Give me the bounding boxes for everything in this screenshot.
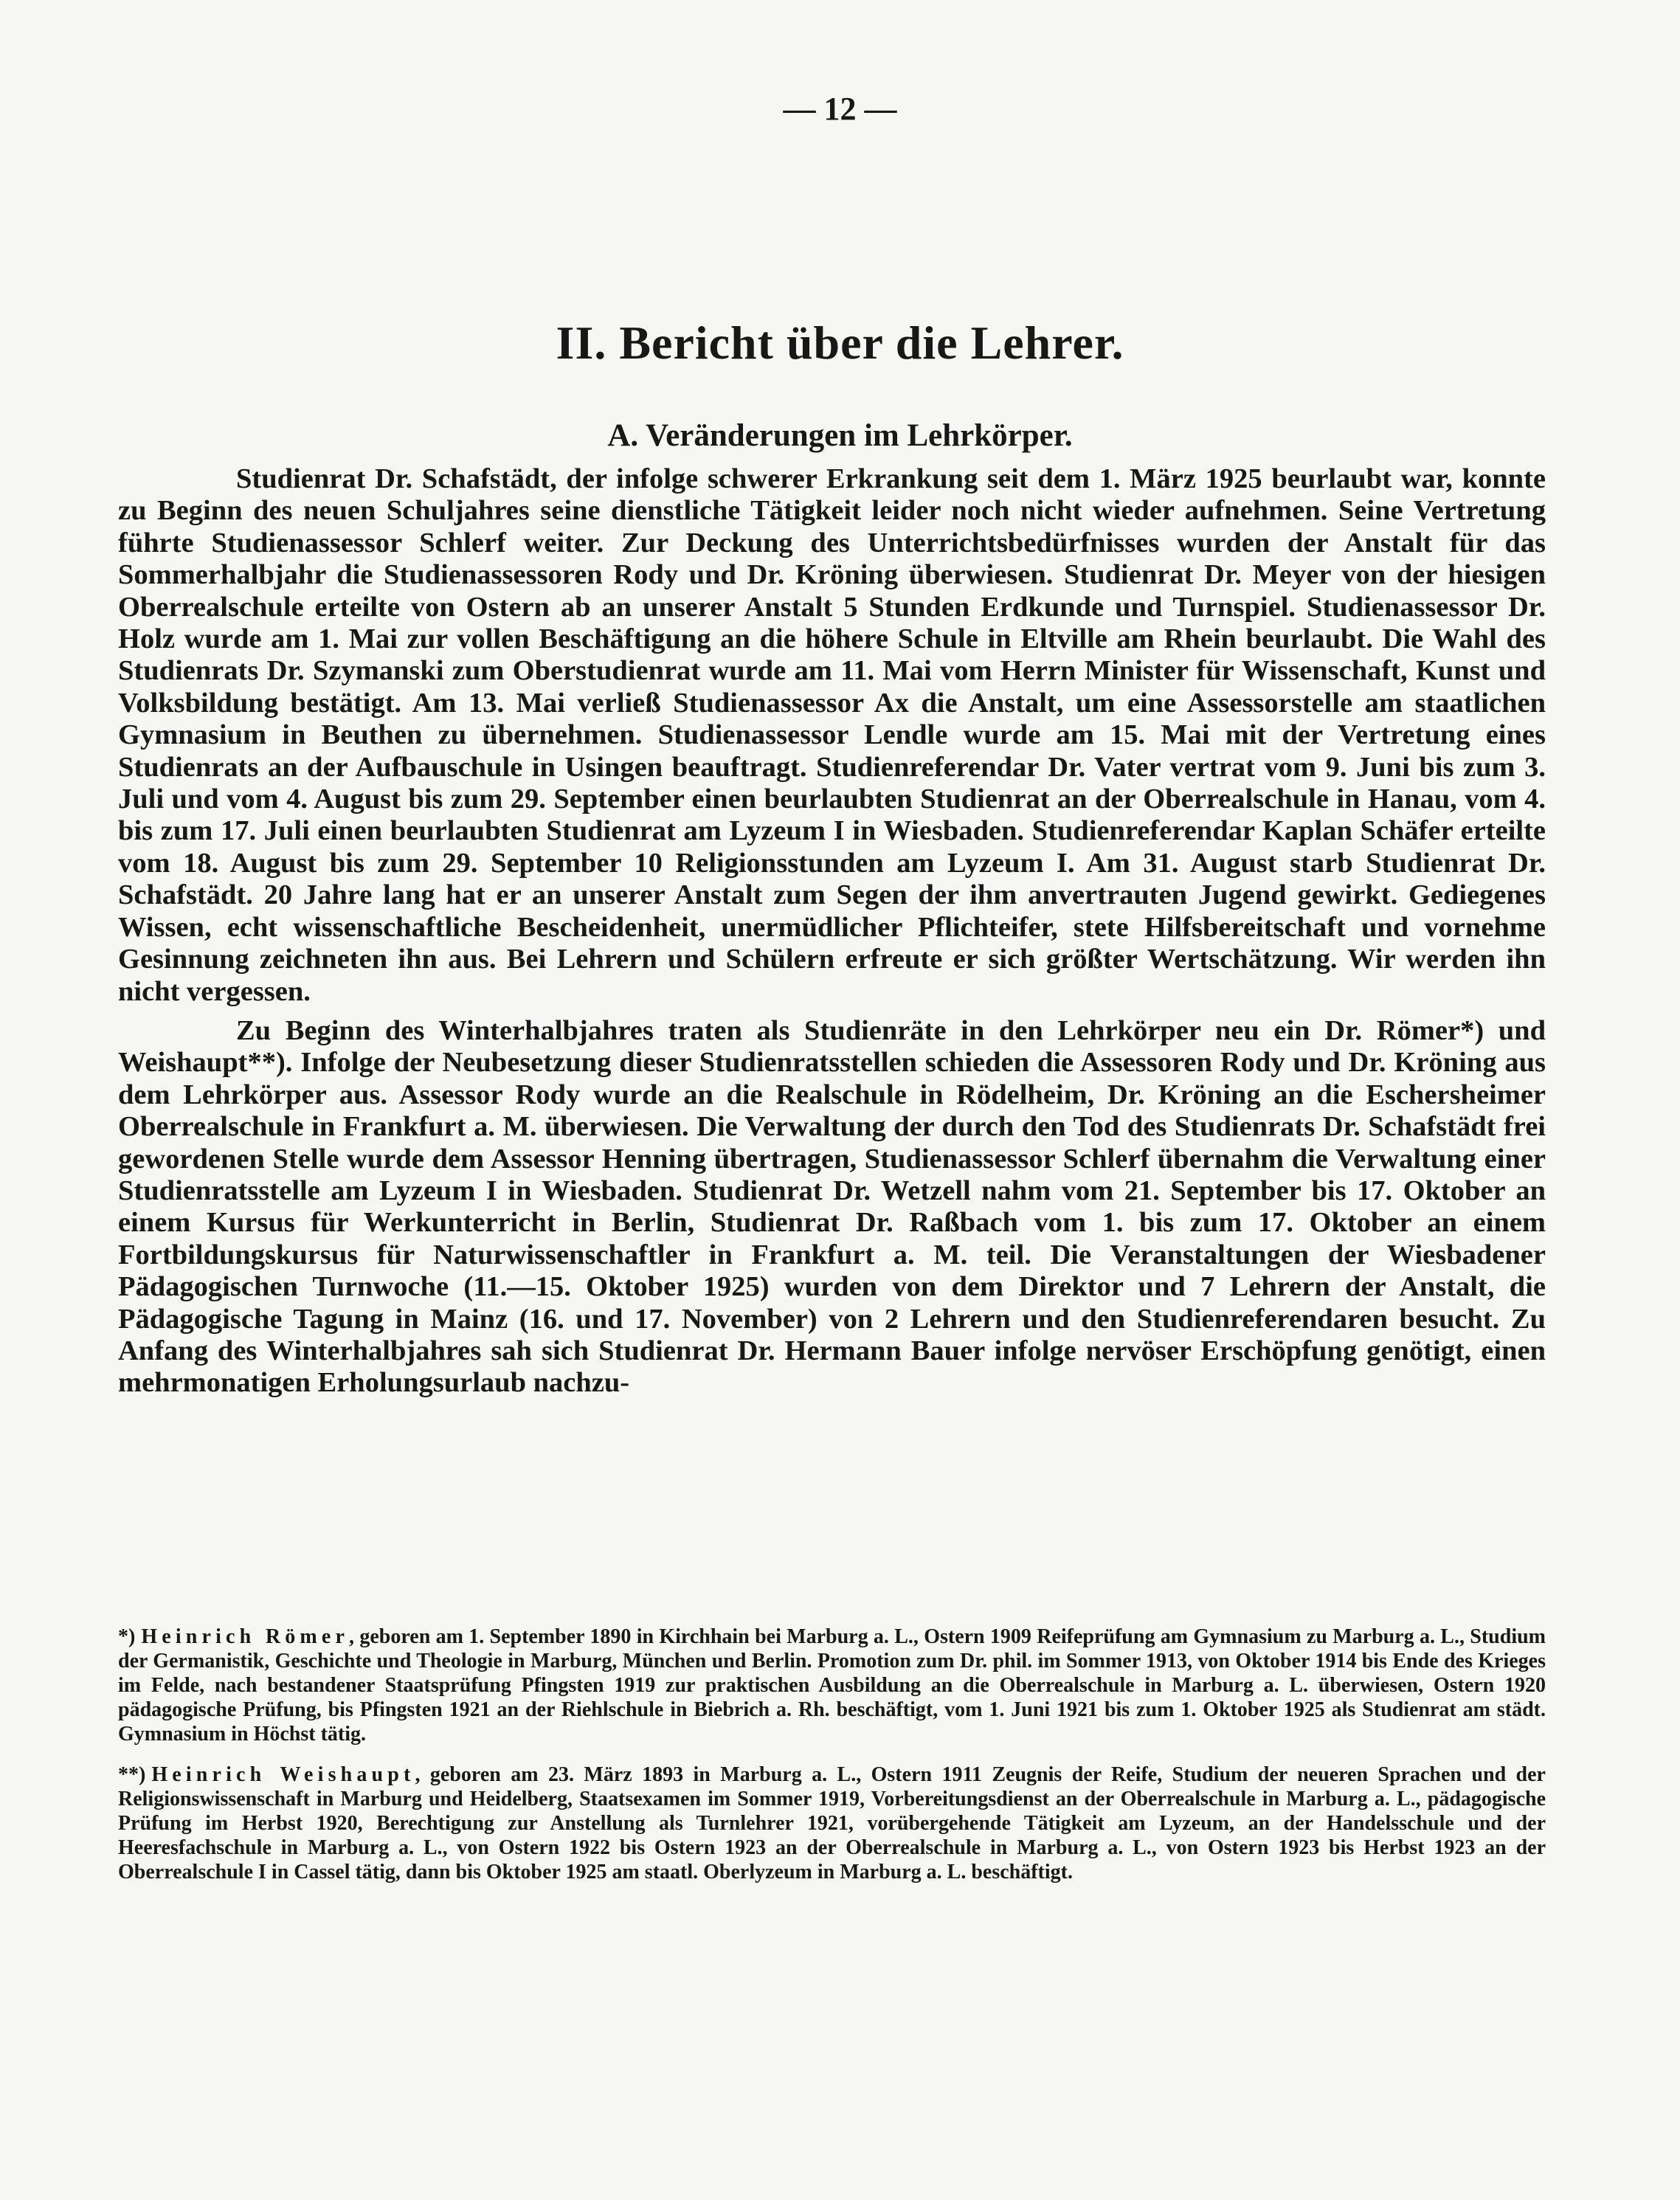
footnote-mark: *) bbox=[118, 1625, 136, 1648]
footnote-1 bbox=[118, 1625, 1546, 1746]
footnotes bbox=[118, 1625, 1546, 1900]
footnote-2 bbox=[118, 1763, 1546, 1884]
section-heading: A. Veränderungen im Lehrkörper. bbox=[607, 418, 1073, 453]
footnote-text: , geboren am 23. März 1893 in Marburg a. L., Ostern 1911 Zeugnis der Reife, Studium der neueren Sprachen und der Religionswissenschaft in Marburg und Heidelberg, Staatsexamen im Sommer 1919, Vorbereitungsdienst an der Oberrealschule in Marburg a. L., pädagogische Prüfung im Herbst 1920, Berechtigung zur Anstellung als Turnlehrer 1921, vorübergehende Tätigkeit am Lyzeum, an der Handelsschule und der Heeresfachschule in Marburg a. L., von Ostern 1922 bis Ostern 1923 an der Oberrealschule in Marburg a. L., von Ostern 1923 bis Herbst 1923 an der Oberrealschule I in Cassel tätig, dann bis Oktober 1925 am staatl. Oberlyzeum in Marburg a. L. beschäftigt. bbox=[118, 1763, 1546, 1884]
page-title: II. Bericht über die Lehrer. bbox=[556, 316, 1124, 369]
footnote-name: Heinrich Römer bbox=[141, 1625, 350, 1648]
footnote-text: , geboren am 1. September 1890 in Kirchhain bei Marburg a. L., Ostern 1909 Reifeprüfung am Gymnasium zu Marburg a. L., Studium der Germanistik, Geschichte und Theologie in Marburg, München und Berlin. Promotion zum Dr. phil. im Sommer 1913, von Oktober 1914 bis Ende des Krieges im Felde, nach bestandener Staatsprüfung Pfingsten 1919 zur praktischen Ausbildung an die Oberrealschule in Marburg a. L. überwiesen, Ostern 1920 pädagogische Prüfung, bis Pfingsten 1921 an der Riehlschule in Biebrich a. Rh. beschäftigt, vom 1. Juni 1921 bis zum 1. Oktober 1925 als Studienrat am städt. Gymnasium in Höchst tätig. bbox=[118, 1625, 1546, 1746]
paragraph-1: Studienrat Dr. Schafstädt, der infolge schwerer Erkrankung seit dem 1. März 1925 beurlaubt war, konnte zu Beginn des neuen Schuljahres seine dienstliche Tätigkeit leider noch nicht wieder aufnehmen. Seine Vertretung führte Studienassessor Schlerf weiter. Zur Deckung des Unterrichtsbedürfnisses wurden der Anstalt für das Sommerhalbjahr die Studienassessoren Rody und Dr. Kröning überwiesen. Studienrat Dr. Meyer von der hiesigen Oberrealschule erteilte von Ostern ab an unserer Anstalt 5 Stunden Erdkunde und Turnspiel. Studienassessor Dr. Holz wurde am 1. Mai zur vollen Beschäftigung an die höhere Schule in Eltville am Rhein beurlaubt. Die Wahl des Studienrats Dr. Szymanski zum Oberstudienrat wurde am 11. Mai vom Herrn Minister für Wissenschaft, Kunst und Volksbildung bestätigt. Am 13. Mai verließ Studienassessor Ax die Anstalt, um eine Assessorstelle am staatlichen Gymnasium in Beuthen zu übernehmen. Studienassessor Lendle wurde am 15. Mai mit der Vertretung eines Studienrats an der Aufbauschule in Usingen beauftragt. Studienreferendar Dr. Vater vertrat vom 9. Juni bis zum 3. Juli und vom 4. August bis zum 29. September einen beurlaubten Studienrat an der Oberrealschule in Hanau, vom 4. bis zum 17. Juli einen beurlaubten Studienrat am Lyzeum I in Wiesbaden. Studienreferendar Kaplan Schäfer erteilte vom 18. August bis zum 29. September 10 Religionsstunden am Lyzeum I. Am 31. August starb Studienrat Dr. Schafstädt. 20 Jahre lang hat er an unserer Anstalt zum Segen der ihm anvertrauten Jugend gewirkt. Gediegenes Wissen, echt wissenschaftliche Bescheidenheit, unermüdlicher Pflichteifer, stete Hilfsbereitschaft und vornehme Gesinnung zeichneten ihn aus. Bei Lehrern und Schülern erfreute er sich größter Wertschätzung. Wir werden ihn nicht vergessen. bbox=[118, 463, 1546, 1007]
body-text bbox=[118, 463, 1546, 1400]
footnote-name: Heinrich Weishaupt bbox=[151, 1763, 415, 1786]
footnote-mark: **) bbox=[118, 1763, 146, 1786]
paragraph-2: Zu Beginn des Winterhalbjahres traten als Studienräte in den Lehrkörper neu ein Dr. Römer*) und Weishaupt**). Infolge der Neubesetzung dieser Studienratsstellen schieden die Assessoren Rody und Dr. Kröning aus dem Lehrkörper aus. Assessor Rody wurde an die Realschule in Rödelheim, Dr. Kröning an die Eschersheimer Oberrealschule in Frankfurt a. M. überwiesen. Die Verwaltung der durch den Tod des Studienrats Dr. Schafstädt frei gewordenen Stelle wurde dem Assessor Henning übertragen, Studienassessor Schlerf übernahm die Verwaltung einer Studienratsstelle am Lyzeum I in Wiesbaden. Studienrat Dr. Wetzell nahm vom 21. September bis 17. Oktober an einem Kursus für Werkunterricht in Berlin, Studienrat Dr. Raßbach vom 1. bis zum 17. Oktober an einem Fortbildungskursus für Naturwissenschaftler in Frankfurt a. M. teil. Die Veranstaltungen der Wiesbadener Pädagogischen Turnwoche (11.—15. Oktober 1925) wurden von dem Direktor und 7 Lehrern der Anstalt, die Pädagogische Tagung in Mainz (16. und 17. November) von 2 Lehrern und den Studienreferendaren besucht. Zu Anfang des Winterhalbjahres sah sich Studienrat Dr. Hermann Bauer infolge nervöser Erschöpfung genötigt, einen mehrmonatigen Erholungsurlaub nachzu- bbox=[118, 1014, 1546, 1399]
page-number: — 12 — bbox=[783, 91, 897, 127]
